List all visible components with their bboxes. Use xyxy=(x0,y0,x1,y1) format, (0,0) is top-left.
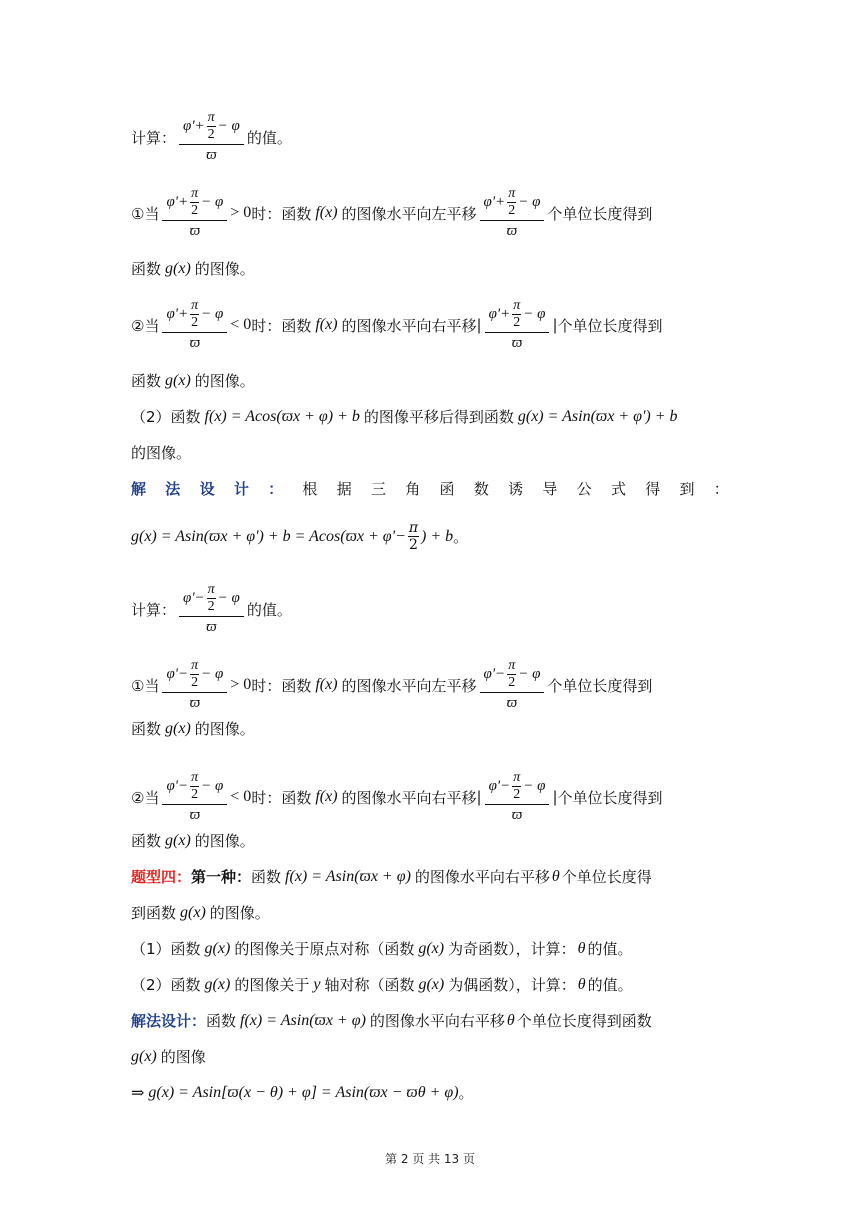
gx-symbol: g(x) xyxy=(165,371,191,389)
gx-symbol: g(x) xyxy=(180,903,206,921)
final-equation: g(x) = Asin[ϖ(x − θ) + φ] = Asin(ϖx − ϖθ + φ) xyxy=(148,1083,459,1101)
theta-symbol: θ xyxy=(506,1011,515,1029)
omega-denominator: ϖ xyxy=(189,695,201,711)
minus-phi: − φ xyxy=(201,666,224,682)
pi-symbol: π xyxy=(191,770,199,785)
pi-over-2 xyxy=(507,186,516,219)
num-phi-minus: φ'− xyxy=(183,590,205,606)
identity-line xyxy=(131,520,731,553)
fraction-plus xyxy=(480,186,545,240)
q1-middle: 的图像关于原点对称（函数 xyxy=(234,940,415,958)
solution-header-char: 计 xyxy=(233,480,249,498)
pi-over-2 xyxy=(190,186,199,219)
omega-denominator: ϖ xyxy=(189,807,201,823)
fraction-minus xyxy=(162,770,227,824)
identity-right: ) + b xyxy=(421,527,454,545)
func-word: 函数 xyxy=(206,1012,237,1030)
num-phi-minus: φ'− xyxy=(166,666,189,682)
fraction-minus xyxy=(480,658,545,712)
solution2-label: 解法设计： xyxy=(131,1012,207,1030)
func-word: 函数 xyxy=(131,832,162,850)
graph-word: 的图像 xyxy=(160,1048,206,1066)
solution-header-char: 根 xyxy=(302,480,318,498)
q2-middle: 的图像关于 xyxy=(234,976,310,994)
solution2-line xyxy=(131,1010,731,1031)
solution-header-char: 诱 xyxy=(508,480,524,498)
two-symbol: 2 xyxy=(513,315,521,330)
gt-zero: > 0 xyxy=(230,204,252,221)
pi-symbol: π xyxy=(508,658,516,673)
gx-symbol: g(x) xyxy=(418,975,445,993)
solution-header-char: 式 xyxy=(610,480,626,498)
pi-symbol: π xyxy=(408,520,419,536)
page-footer: 第 2 页 共 13 页 xyxy=(385,1152,475,1166)
minus-phi: − φ xyxy=(217,590,240,606)
value-suffix: 的值。 xyxy=(246,128,292,147)
lt-zero: < 0 xyxy=(230,316,252,333)
when-text: 时：函数 xyxy=(251,316,312,335)
minus-phi: − φ xyxy=(217,118,240,134)
when-text: 时：函数 xyxy=(251,204,312,223)
pi-over-2 xyxy=(512,298,521,331)
solution-header-char: 法 xyxy=(165,480,181,498)
final-equation-line xyxy=(131,1082,731,1103)
minus-phi: − φ xyxy=(518,666,541,682)
two-symbol: 2 xyxy=(408,537,418,553)
shift-left-text: 的图像水平向左平移 xyxy=(341,204,477,223)
pi-symbol: π xyxy=(191,298,199,313)
shift-left-text: 的图像水平向左平移 xyxy=(341,676,477,695)
pi-symbol: π xyxy=(207,582,215,597)
type4-line-2 xyxy=(131,902,731,923)
period: 。 xyxy=(453,528,469,546)
shift-right-text: 的图像水平向右平移 xyxy=(414,868,550,886)
fx-symbol: f(x) xyxy=(315,316,338,333)
y-symbol: y xyxy=(313,975,321,993)
unit-tail-text: 个单位长度得到 xyxy=(547,204,653,223)
gt-zero: > 0 xyxy=(230,676,252,693)
identity-left: g(x) = Asin(ϖx + φ') + b = Acos(ϖx + φ'− xyxy=(131,527,406,545)
unit-tail-text: 个单位长度得到函数 xyxy=(516,1012,652,1030)
case1-minus-result xyxy=(131,718,731,739)
pi-over-2 xyxy=(207,582,216,615)
q2-line xyxy=(131,974,731,995)
solution-header-char: 到 xyxy=(679,480,695,498)
omega-denominator: ϖ xyxy=(189,335,201,351)
num-phi-plus: φ'+ xyxy=(166,306,189,322)
type4-line xyxy=(131,866,731,887)
omega-denominator: ϖ xyxy=(506,223,518,239)
two-symbol: 2 xyxy=(191,203,199,218)
case2-minus-result xyxy=(131,830,731,851)
solution-header-char: 公 xyxy=(576,480,592,498)
graph-word: 的图像。 xyxy=(194,372,255,390)
gx-symbol: g(x) xyxy=(131,1047,157,1065)
when-text: 时：函数 xyxy=(251,676,312,695)
fx-sin-formula: f(x) = Asin(ϖx + φ) xyxy=(240,1011,366,1029)
two-symbol: 2 xyxy=(207,599,215,614)
shift-right-text: 的图像水平向右平移 xyxy=(341,788,477,807)
two-symbol: 2 xyxy=(513,787,521,802)
num-phi-minus: φ'− xyxy=(488,778,511,794)
value-suffix: 的值。 xyxy=(587,940,633,958)
func-word: 函数 xyxy=(131,720,162,738)
fraction-minus xyxy=(162,658,227,712)
pi-over-2 xyxy=(507,658,516,691)
calc-line-1 xyxy=(131,110,731,164)
pi-symbol: π xyxy=(513,298,521,313)
fraction-plus xyxy=(162,298,227,352)
fraction-minus xyxy=(485,770,550,824)
omega-denominator: ϖ xyxy=(506,695,518,711)
value-suffix: 的值。 xyxy=(246,600,292,619)
q2-even: 为偶函数），计算： xyxy=(448,976,576,994)
item2-middle: 的图像平移后得到函数 xyxy=(363,408,514,426)
unit-tail-text: 个单位长度得 xyxy=(561,868,652,886)
item2-line-2 xyxy=(131,442,731,463)
solution-header-char: 解 xyxy=(131,480,147,498)
pi-symbol: π xyxy=(191,658,199,673)
fx-symbol: f(x) xyxy=(315,676,338,693)
omega-denominator: ϖ xyxy=(511,335,523,351)
pi-symbol: π xyxy=(191,186,199,201)
gx-symbol: g(x) xyxy=(165,719,191,737)
case2-plus-result xyxy=(131,370,731,391)
two-symbol: 2 xyxy=(508,203,516,218)
fraction-plus xyxy=(162,186,227,240)
to-func-word: 到函数 xyxy=(131,904,177,922)
pi-over-2 xyxy=(190,658,199,691)
gx-symbol: g(x) xyxy=(165,831,191,849)
item2-end: 的图像。 xyxy=(131,444,192,462)
graph-word: 的图像。 xyxy=(194,260,255,278)
solution-header-char: 导 xyxy=(542,480,558,498)
omega-denominator: ϖ xyxy=(511,807,523,823)
pi-over-2 xyxy=(190,770,199,803)
item2-line xyxy=(131,406,731,427)
two-symbol: 2 xyxy=(207,127,215,142)
num-phi-plus: φ'+ xyxy=(166,194,189,210)
gx-symbol: g(x) xyxy=(204,975,231,993)
case2-prefix: ②当 xyxy=(131,316,160,335)
solution-header-char: 设 xyxy=(199,480,215,498)
when-text: 时：函数 xyxy=(251,788,312,807)
minus-phi: − φ xyxy=(201,194,224,210)
graph-word: 的图像。 xyxy=(194,720,255,738)
gx-symbol: g(x) xyxy=(418,939,445,957)
unit-tail-text: 个单位长度得到 xyxy=(547,676,653,695)
shift-right-text: 的图像水平向右平移 xyxy=(341,316,477,335)
calc-label: 计算： xyxy=(131,128,177,147)
case2-prefix: ②当 xyxy=(131,788,160,807)
solution2-line-2 xyxy=(131,1046,731,1067)
period: 。 xyxy=(458,1084,474,1102)
shift-right-text: 的图像水平向右平移 xyxy=(369,1012,505,1030)
case2-plus-line: ②当 φ'+ $\frac{\pi}{2}$ − φ ϖ < 0 时：函数 f(x) 的图像水平向右平移 | φ'+ $\frac{\pi}{2}$ − φ ϖ | 个单位长度得到 xyxy=(131,298,663,351)
q1-line xyxy=(131,938,731,959)
solution-header-char: 函 xyxy=(439,480,455,498)
solution-header-char: 据 xyxy=(336,480,352,498)
fraction-plus xyxy=(485,298,550,352)
pi-over-2 xyxy=(512,770,521,803)
two-symbol: 2 xyxy=(191,315,199,330)
solution-header-char: ： xyxy=(268,480,284,498)
lt-zero: < 0 xyxy=(230,788,252,805)
fx-symbol: f(x) xyxy=(315,204,338,221)
theta-symbol: θ xyxy=(551,867,560,885)
solution-header-char: ： xyxy=(713,480,729,498)
num-phi-plus: φ'+ xyxy=(488,306,511,322)
two-symbol: 2 xyxy=(191,675,199,690)
unit-tail-text: 个单位长度得到 xyxy=(557,788,663,807)
gx-symbol: g(x) xyxy=(204,939,231,957)
minus-phi: − φ xyxy=(518,194,541,210)
theta-symbol: θ xyxy=(577,975,586,993)
omega-denominator: ϖ xyxy=(206,619,217,635)
q2-axis: 轴对称（函数 xyxy=(324,976,415,994)
solution-header-char: 角 xyxy=(405,480,421,498)
theta-symbol: θ xyxy=(577,939,586,957)
calc-line-2 xyxy=(131,582,731,636)
gx-sin-formula: g(x) = Asin(ϖx + φ') + b xyxy=(517,407,678,425)
fraction-minus xyxy=(179,582,244,636)
q1-prefix: （1）函数 xyxy=(131,940,201,958)
solution-header-char: 数 xyxy=(473,480,489,498)
pi-over-2 xyxy=(408,520,419,553)
pi-over-2 xyxy=(190,298,199,331)
func-word: 函数 xyxy=(131,260,162,278)
omega-denominator: ϖ xyxy=(189,223,201,239)
value-suffix: 的值。 xyxy=(587,976,633,994)
fx-sin-formula: f(x) = Asin(ϖx + φ) xyxy=(285,867,411,885)
fx-cos-formula: f(x) = Acos(ϖx + φ) + b xyxy=(204,407,360,425)
graph-word: 的图像。 xyxy=(209,904,270,922)
q1-odd: 为奇函数），计算： xyxy=(448,940,576,958)
case1-plus-result xyxy=(131,258,731,279)
fraction-plus xyxy=(179,110,244,164)
minus-phi: − φ xyxy=(201,778,224,794)
case1-plus-line xyxy=(131,186,731,240)
case1-prefix: ①当 xyxy=(131,204,160,223)
two-symbol: 2 xyxy=(508,675,516,690)
omega-denominator: ϖ xyxy=(206,147,217,163)
type4-kind: 第一种： xyxy=(191,868,252,886)
two-symbol: 2 xyxy=(191,787,199,802)
num-phi-plus: φ'+ xyxy=(183,118,205,134)
pi-symbol: π xyxy=(207,110,215,125)
minus-phi: − φ xyxy=(201,306,224,322)
type4-label: 题型四： xyxy=(131,868,192,886)
calc-label: 计算： xyxy=(131,600,177,619)
case1-minus-line xyxy=(131,658,731,712)
unit-tail-text: 个单位长度得到 xyxy=(557,316,663,335)
solution-header xyxy=(131,478,729,499)
minus-phi: − φ xyxy=(523,778,546,794)
pi-over-2 xyxy=(207,110,216,143)
pi-symbol: π xyxy=(508,186,516,201)
pi-symbol: π xyxy=(513,770,521,785)
q2-prefix: （2）函数 xyxy=(131,976,201,994)
minus-phi: − φ xyxy=(523,306,546,322)
case1-prefix: ①当 xyxy=(131,676,160,695)
num-phi-minus: φ'− xyxy=(483,666,506,682)
func-word: 函数 xyxy=(131,372,162,390)
graph-word: 的图像。 xyxy=(194,832,255,850)
case2-minus-line: ②当 φ'− $\frac{\pi}{2}$ − φ ϖ < 0 时：函数 f(x) 的图像水平向右平移 | φ'− $\frac{\pi}{2}$ − φ ϖ | 个单位长度得到 xyxy=(131,770,663,823)
item2-prefix: （2）函数 xyxy=(131,408,201,426)
implies-icon: ⇒ xyxy=(131,1084,145,1102)
num-phi-minus: φ'− xyxy=(166,778,189,794)
solution-header-char: 三 xyxy=(370,480,386,498)
fx-symbol: f(x) xyxy=(315,788,338,805)
gx-symbol: g(x) xyxy=(165,259,191,277)
num-phi-plus: φ'+ xyxy=(483,194,506,210)
func-word: 函数 xyxy=(251,868,282,886)
solution-header-char: 得 xyxy=(645,480,661,498)
